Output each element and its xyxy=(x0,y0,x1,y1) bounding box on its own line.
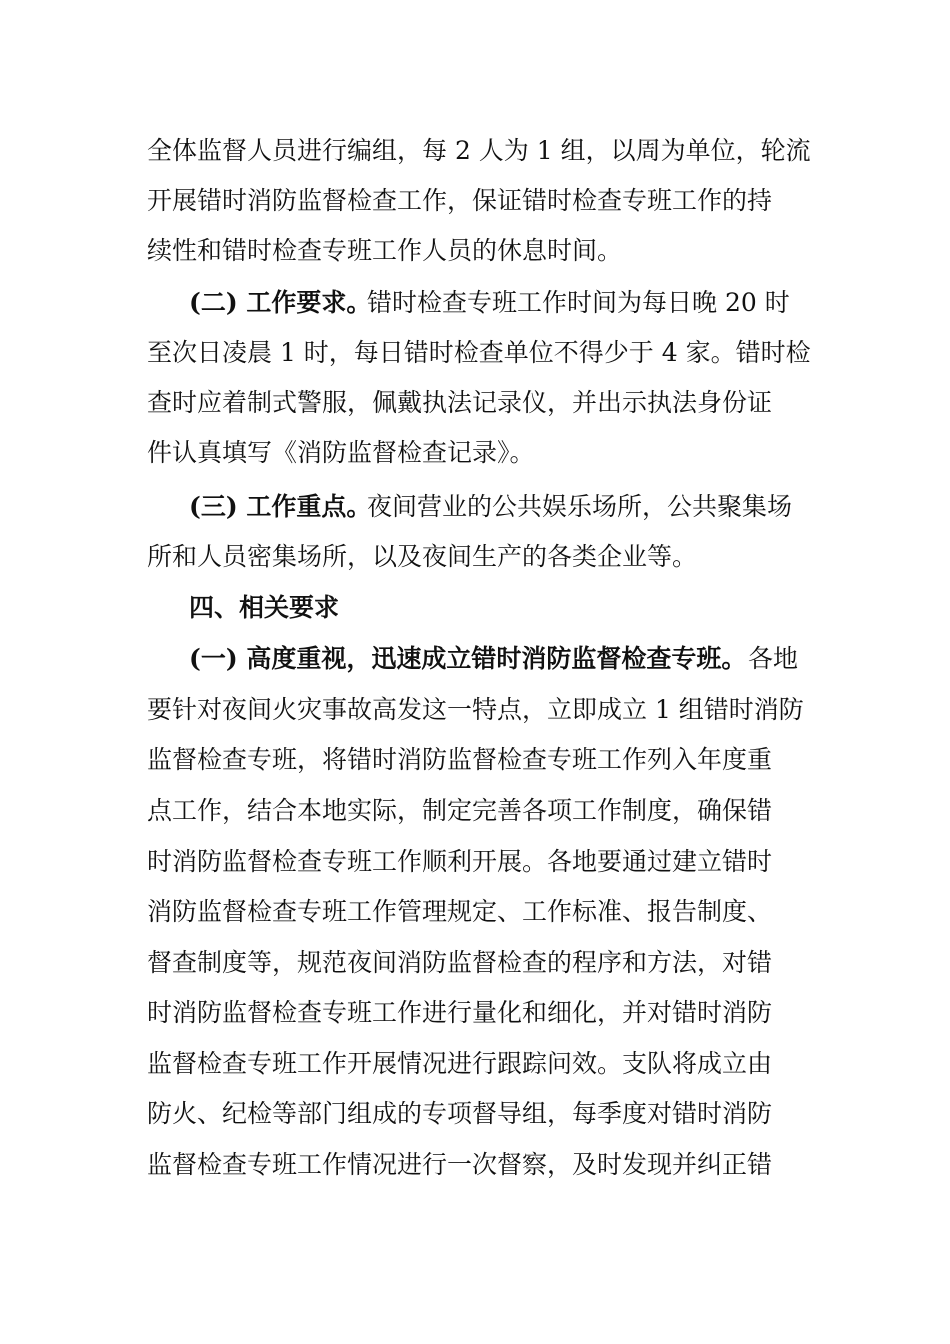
chapter-heading-related-requirements: 四、相关要求 xyxy=(189,593,340,622)
line-2-text: 开展错时消防监督检查工作，保证错时检查专班工作的持 xyxy=(147,186,773,215)
body-text-line-15 xyxy=(0,842,950,882)
body-text-line-5 xyxy=(0,333,950,373)
body-text-line-13 xyxy=(0,740,950,780)
chapter-heading-line xyxy=(0,588,950,628)
line-12-text: 要针对夜间火灾事故高发这一特点，立即成立 1 组错时消防 xyxy=(147,695,804,724)
body-text-line-12 xyxy=(0,690,950,730)
section-heading-2-line xyxy=(0,283,950,323)
line-14-text: 点工作，结合本地实际，制定完善各项工作制度，确保错 xyxy=(147,796,773,825)
section-heading-work-requirements: (二) 工作要求。 xyxy=(189,288,372,317)
body-text-line-21 xyxy=(0,1145,950,1185)
line-11-text: 各地 xyxy=(748,644,799,673)
line-3-text: 续性和错时检查专班工作人员的休息时间。 xyxy=(147,236,623,265)
line-21-text: 监督检查专班工作情况进行一次督察，及时发现并纠正错 xyxy=(147,1150,773,1179)
line-4-text: 错时检查专班工作时间为每日晚 20 时 xyxy=(367,288,790,317)
line-15-text: 时消防监督检查专班工作顺利开展。各地要通过建立错时 xyxy=(147,847,773,876)
line-13-text: 监督检查专班，将错时消防监督检查专班工作列入年度重 xyxy=(147,745,773,774)
body-text-line-3 xyxy=(0,231,950,271)
line-16-text: 消防监督检查专班工作管理规定、工作标准、报告制度、 xyxy=(147,897,773,926)
body-text-line-19 xyxy=(0,1044,950,1084)
line-17-text: 督查制度等，规范夜间消防监督检查的程序和方法，对错 xyxy=(147,948,773,977)
line-1-text: 全体监督人员进行编组，每 2 人为 1 组，以周为单位，轮流 xyxy=(147,136,811,165)
body-text-line-14 xyxy=(0,791,950,831)
body-text-line-9 xyxy=(0,537,950,577)
line-7-text: 件认真填写《消防监督检查记录》。 xyxy=(147,438,535,467)
line-9-text: 所和人员密集场所，以及夜间生产的各类企业等。 xyxy=(147,542,698,571)
body-text-line-18 xyxy=(0,993,950,1033)
line-8-text: 夜间营业的公共娱乐场所，公共聚集场 xyxy=(367,492,793,521)
section-heading-1-line xyxy=(0,639,950,679)
line-20-text: 防火、纪检等部门组成的专项督导组，每季度对错时消防 xyxy=(147,1099,773,1128)
line-19-text: 监督检查专班工作开展情况进行跟踪问效。支队将成立由 xyxy=(147,1049,773,1078)
section-heading-high-attention: (一) 高度重视，迅速成立错时消防监督检查专班。 xyxy=(189,644,747,673)
section-heading-3-line xyxy=(0,487,950,527)
line-18-text: 时消防监督检查专班工作进行量化和细化，并对错时消防 xyxy=(147,998,773,1027)
section-heading-work-focus: (三) 工作重点。 xyxy=(189,492,372,521)
line-5-text: 至次日凌晨 1 时，每日错时检查单位不得少于 4 家。错时检 xyxy=(147,338,811,367)
body-text-line-20 xyxy=(0,1094,950,1134)
body-text-line-16 xyxy=(0,892,950,932)
line-6-text: 查时应着制式警服，佩戴执法记录仪，并出示执法身份证 xyxy=(147,388,773,417)
body-text-line-1 xyxy=(0,131,950,171)
body-text-line-2 xyxy=(0,181,950,221)
body-text-line-7 xyxy=(0,433,950,473)
body-text-line-6 xyxy=(0,383,950,423)
body-text-line-17 xyxy=(0,943,950,983)
